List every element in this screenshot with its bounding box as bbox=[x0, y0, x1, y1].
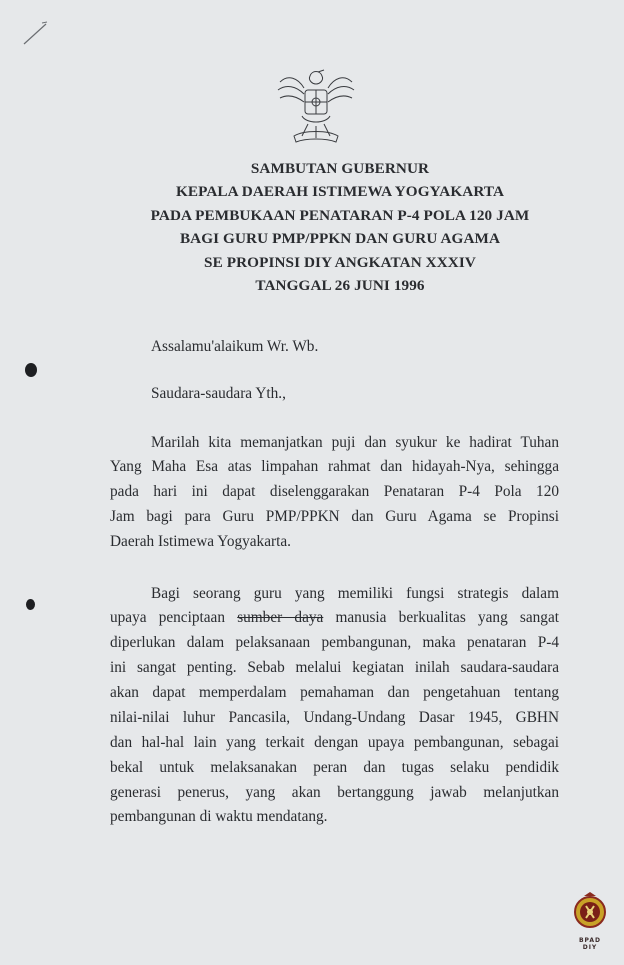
paragraph-line: diperlukan dalam pelaksanaan pembangunan, maka penataran P-4 bbox=[110, 634, 559, 651]
garuda-emblem bbox=[274, 64, 358, 146]
archive-stamp bbox=[572, 892, 608, 951]
paragraph-line: nilai-nilai luhur Pancasila, Undang-Undang Dasar 1945, GBHN bbox=[110, 709, 559, 726]
paragraph-line: generasi penerus, yang akan bertanggung jawab melanjutkan bbox=[110, 784, 559, 801]
paragraph-line: Bagi seorang guru yang memiliki fungsi strategis dalam bbox=[151, 585, 559, 602]
title-line: TANGGAL 26 JUNI 1996 bbox=[255, 277, 425, 295]
punch-hole bbox=[25, 363, 37, 377]
struck-text: sumber daya bbox=[237, 609, 324, 626]
paragraph-line: akan dapat memperdalam pemahaman dan pengetahuan tentang bbox=[110, 684, 559, 701]
title-line: SAMBUTAN GUBERNUR bbox=[250, 160, 430, 177]
salutation: Saudara-saudara Yth., bbox=[151, 385, 286, 402]
title-line: PADA PEMBUKAAN PENATARAN P-4 POLA 120 JAM bbox=[150, 206, 530, 224]
pencil-mark bbox=[22, 20, 50, 46]
text-segment: manusia berkualitas yang sangat bbox=[323, 609, 559, 626]
punch-hole bbox=[26, 599, 35, 610]
greeting: Assalamu'alaikum Wr. Wb. bbox=[151, 338, 319, 355]
paragraph-line: Jam bagi para Guru PMP/PPKN dan Guru Agama se Propinsi bbox=[110, 508, 559, 525]
speech-title bbox=[60, 157, 620, 297]
paragraph-line bbox=[110, 609, 559, 633]
paragraph-line: Yang Maha Esa atas limpahan rahmat dan hidayah-Nya, sehingga bbox=[110, 458, 559, 475]
paragraph-line: pada hari ini dapat diselenggarakan Penataran P-4 Pola 120 bbox=[110, 483, 559, 500]
stamp-label: BPAD bbox=[578, 937, 602, 944]
paragraph-line: dan hal-hal lain yang terkait dengan upaya pembangunan, sebagai bbox=[110, 734, 559, 751]
paragraph-line: pembangunan di waktu mendatang. bbox=[110, 808, 328, 825]
text-segment: upaya penciptaan bbox=[110, 609, 238, 626]
archive-logo-icon bbox=[572, 892, 608, 932]
title-line: KEPALA DAERAH ISTIMEWA YOGYAKARTA bbox=[175, 183, 505, 201]
paragraph-line: bekal untuk melaksanakan peran dan tugas selaku pendidik bbox=[110, 759, 559, 776]
title-line: BAGI GURU PMP/PPKN DAN GURU AGAMA bbox=[179, 230, 501, 248]
title-line: SE PROPINSI DIY ANGKATAN XXXIV bbox=[204, 253, 476, 271]
paragraph-line: Marilah kita memanjatkan puji dan syukur ke hadirat Tuhan bbox=[151, 434, 559, 451]
paragraph-line: Daerah Istimewa Yogyakarta. bbox=[110, 533, 291, 550]
stamp-label: DIY bbox=[582, 944, 598, 951]
paragraph-line: ini sangat penting. Sebab melalui kegiatan inilah saudara-saudara bbox=[110, 659, 559, 676]
